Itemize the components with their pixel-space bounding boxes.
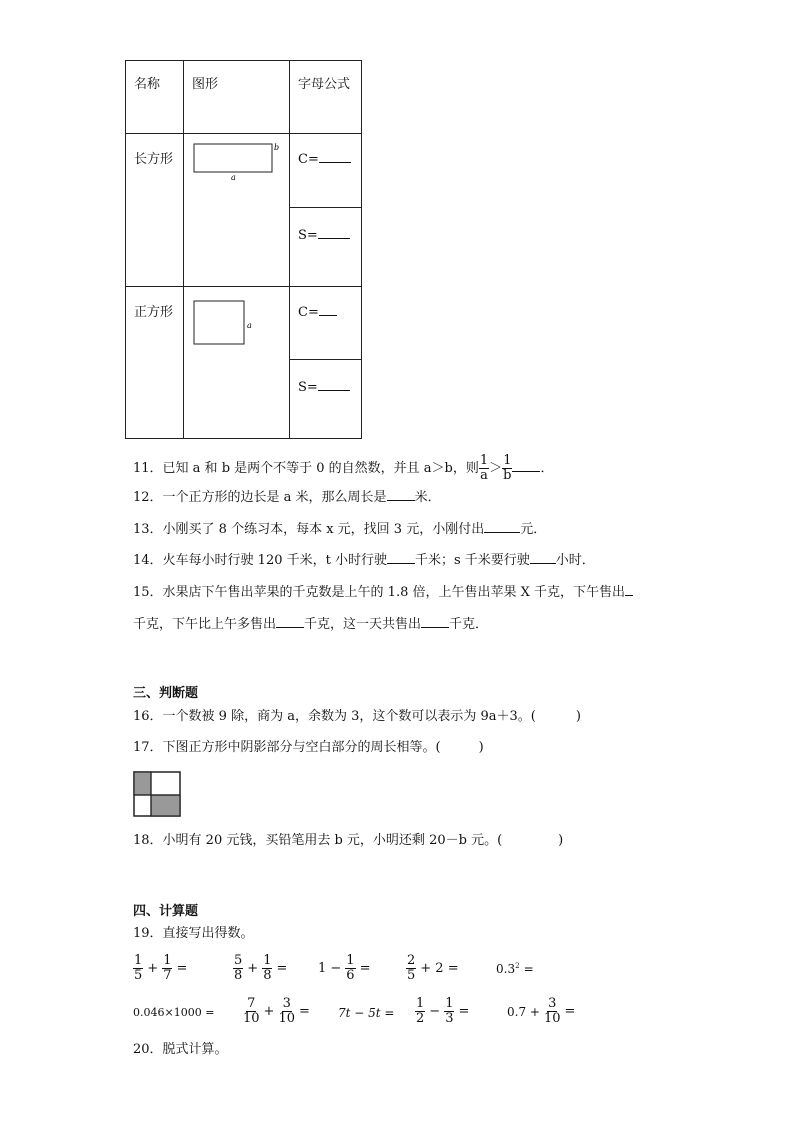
q14-blank-2[interactable]: [530, 551, 556, 564]
c7-a-den: 10: [243, 1011, 260, 1026]
q12-post: 米．: [414, 490, 441, 505]
square-c-blank[interactable]: [319, 303, 337, 316]
q13-pre: 13．小刚买了 8 个练习本，每本 x 元，找回 3 元，小刚付出: [133, 522, 485, 537]
shaded-square-figure: [133, 771, 181, 817]
rect-s-formula: S=: [298, 228, 318, 243]
c9-op: −: [429, 1004, 441, 1019]
square-figure: [184, 287, 289, 357]
c1-b-den: 7: [163, 968, 172, 983]
calc-2: [233, 954, 287, 983]
question-13: [133, 520, 546, 538]
header-formula-text: 字母公式: [298, 77, 351, 92]
question-17: [133, 740, 484, 756]
square-s-formula: S=: [298, 380, 318, 395]
header-shape-text: 图形: [192, 77, 219, 92]
square-s-cell: [290, 360, 362, 439]
q14-post: 小时．: [555, 553, 595, 568]
c7-op: +: [263, 1004, 275, 1019]
q11-fraction-1: [479, 454, 489, 483]
c7-a-num: 7: [247, 996, 256, 1011]
question-19: 19．直接写出得数。: [133, 926, 254, 941]
question-11: [133, 454, 553, 483]
rectangle-figure: [184, 134, 289, 184]
question-20: 20．脱式计算。: [133, 1042, 228, 1057]
c2-b-num: 1: [263, 953, 272, 968]
q11-f2-den: b: [503, 468, 512, 483]
c10-lead: 0.7 +: [507, 1004, 540, 1019]
c9-a-num: 1: [416, 996, 425, 1011]
q11-f1-den: a: [480, 468, 488, 483]
calc-9: [415, 997, 469, 1026]
c9-a-den: 2: [416, 1011, 425, 1026]
rect-figure-cell: [184, 134, 290, 287]
calc-8: [338, 1006, 394, 1020]
q11-text: 11．已知 a 和 b 是两个不等于 0 的自然数，并且 a＞b，则: [133, 461, 479, 476]
square-label-a: a: [247, 321, 252, 330]
square-s-blank[interactable]: [318, 378, 350, 391]
c7-b-den: 10: [278, 1011, 295, 1026]
calc-4: [406, 954, 459, 983]
header-name-text: 名称: [134, 77, 161, 92]
c1-eq: =: [176, 961, 188, 976]
c2-op: +: [247, 961, 259, 976]
c1-op: +: [147, 961, 159, 976]
q15-line2-c: 千克．: [449, 617, 489, 632]
q11-fraction-2: [502, 454, 512, 483]
q12-pre: 12．一个正方形的边长是 a 米，那么周长是: [133, 490, 387, 505]
q15-blank-1[interactable]: [625, 583, 633, 596]
q14-pre: 14．火车每小时行驶 120 千米，t 小时行驶: [133, 553, 387, 568]
question-18: [133, 833, 563, 849]
q13-post: 元．: [520, 522, 547, 537]
q16-end: ): [575, 709, 581, 724]
rect-label-b: b: [274, 143, 280, 152]
q18-text: 18．小明有 20 元钱，买铅笔用去 b 元，小明还剩 20－b 元。(: [133, 833, 503, 848]
c9-b-den: 3: [445, 1011, 454, 1026]
q17-end: ): [478, 740, 484, 755]
c10-b-num: 3: [548, 996, 557, 1011]
q14-mid: 千米；s 千米要行驶: [414, 553, 530, 568]
q11-end: ．: [540, 461, 554, 476]
c10-eq: =: [564, 1004, 576, 1019]
c2-b-den: 8: [263, 968, 272, 983]
rect-c-blank[interactable]: [319, 150, 351, 163]
q17-text: 17．下图正方形中阴影部分与空白部分的周长相等。(: [133, 740, 441, 755]
c6-text: 0.046×1000 =: [133, 1006, 215, 1019]
q11-f1-num: 1: [479, 453, 489, 468]
section-4-heading: 四、计算题: [133, 904, 199, 919]
square-c-formula: C=: [298, 305, 319, 320]
c3-lead: 1 −: [318, 961, 342, 976]
c3-b-den: 6: [346, 968, 355, 983]
q15-line1: 15．水果店下午售出苹果的千克数是上午的 1.8 倍，上午售出苹果 X 千克，下午售出: [133, 585, 626, 600]
c1-a-den: 5: [134, 968, 143, 983]
header-name: [126, 61, 184, 134]
c2-a-den: 8: [234, 968, 243, 983]
square-c-cell: [290, 287, 362, 360]
q15-blank-2[interactable]: [276, 615, 304, 628]
rect-name-cell: [126, 134, 184, 287]
q13-blank[interactable]: [484, 520, 520, 533]
q12-blank[interactable]: [387, 488, 415, 501]
c3-eq: =: [359, 961, 371, 976]
c4-a-num: 2: [407, 953, 416, 968]
rect-name: 长方形: [134, 152, 174, 167]
c9-eq: =: [458, 1004, 470, 1019]
c10-b-den: 10: [543, 1011, 561, 1026]
q11-blank[interactable]: [512, 459, 540, 472]
square-figure-cell: [184, 287, 290, 439]
q11-op: ＞: [489, 461, 503, 476]
q15-line2-b: 千克，这一天共售出: [304, 617, 422, 632]
c7-eq: =: [299, 1004, 310, 1019]
calc-5: [496, 962, 534, 976]
c8-text: 7t − 5t =: [338, 1006, 395, 1020]
q15-line2-a: 千克，下午比上午多售出: [133, 617, 277, 632]
square-name-cell: [126, 287, 184, 439]
shape-formula-table: [125, 60, 362, 439]
question-12: [133, 488, 441, 506]
calc-10: [507, 997, 575, 1026]
c3-b-num: 1: [346, 953, 355, 968]
calc-6: [133, 1006, 214, 1019]
header-formula: [290, 61, 362, 134]
rect-label-a: a: [231, 173, 236, 182]
calc-7: [243, 997, 310, 1026]
rect-c-formula: C=: [298, 152, 319, 167]
rect-s-blank[interactable]: [318, 226, 350, 239]
header-shape: [184, 61, 290, 134]
c2-a-num: 5: [234, 953, 243, 968]
q15-blank-3[interactable]: [421, 615, 449, 628]
c1-b-num: 1: [163, 953, 172, 968]
q11-f2-num: 1: [503, 453, 512, 468]
square-name: 正方形: [134, 305, 174, 320]
q14-blank-1[interactable]: [387, 551, 415, 564]
calc-3: [318, 954, 370, 983]
c5-eq: =: [523, 962, 534, 976]
question-15-line-2: [133, 615, 488, 633]
rect-c-cell: [290, 134, 362, 208]
calc-1: [133, 954, 187, 983]
c4-a-den: 5: [407, 968, 416, 983]
c5-base: 0.3: [496, 962, 516, 976]
question-16: [133, 709, 581, 725]
question-15-line-1: [133, 583, 633, 601]
c1-a-num: 1: [134, 953, 143, 968]
rect-s-cell: [290, 208, 362, 287]
c2-eq: =: [276, 961, 288, 976]
c7-b-num: 3: [282, 996, 291, 1011]
q18-end: ): [558, 833, 564, 848]
c4-tail: + 2 =: [420, 961, 459, 976]
question-14: [133, 551, 595, 569]
q16-text: 16．一个数被 9 除，商为 a，余数为 3，这个数可以表示为 9a＋3。(: [133, 709, 536, 724]
c9-b-num: 1: [445, 996, 454, 1011]
c5-exp: 2: [515, 962, 520, 970]
section-3-heading: 三、判断题: [133, 686, 199, 701]
